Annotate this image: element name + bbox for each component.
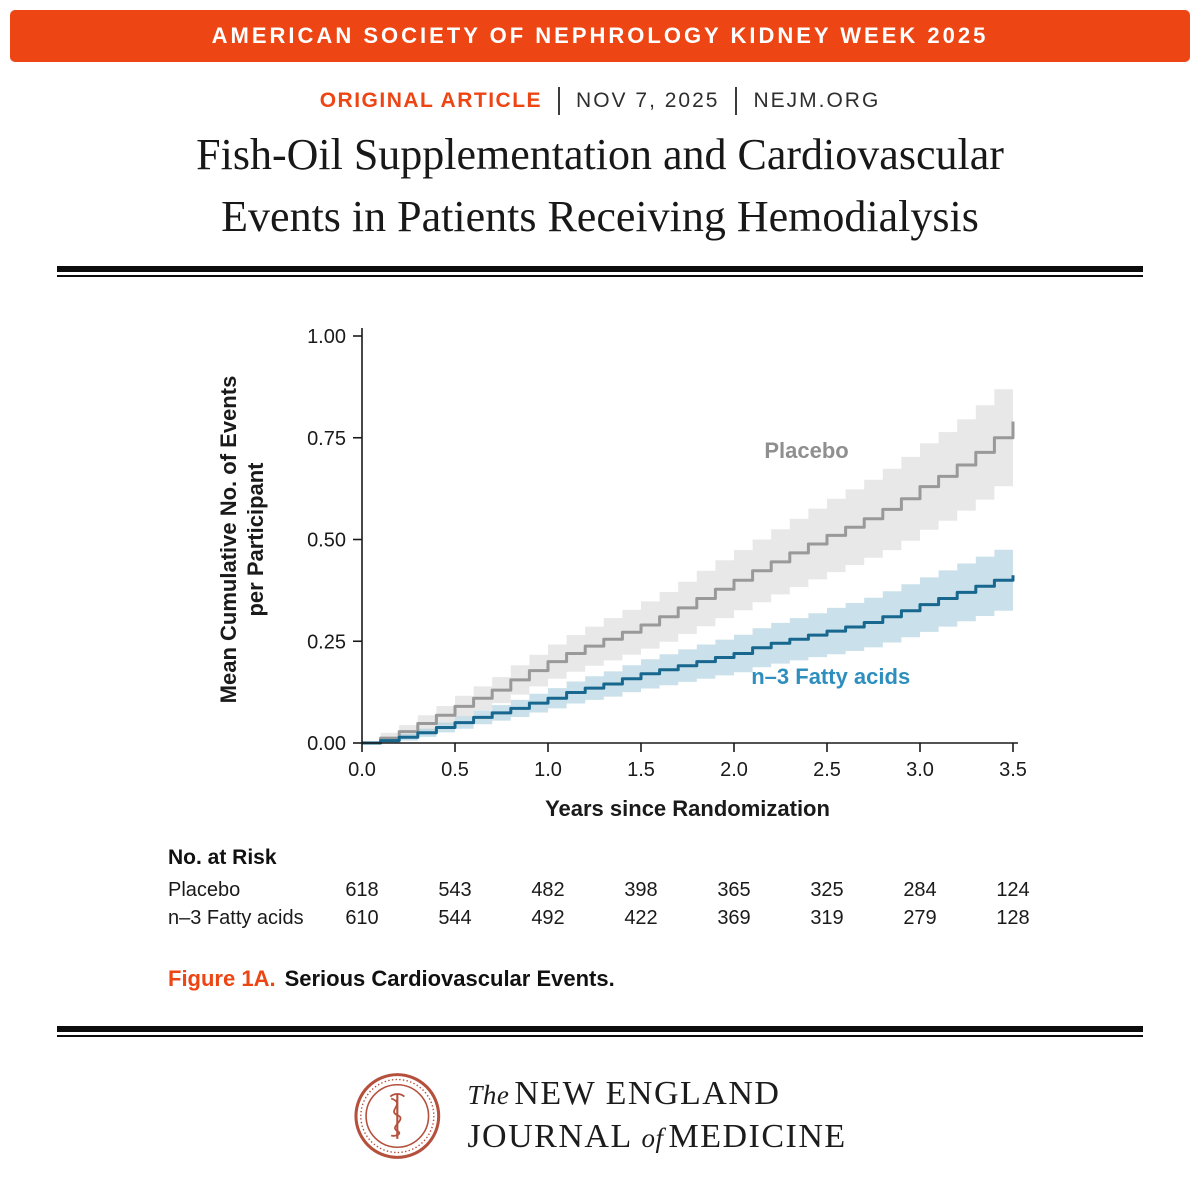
- divider-thin-line: [57, 1035, 1143, 1037]
- journal-name-of: of: [641, 1123, 664, 1153]
- risk-value: 544: [438, 907, 472, 929]
- journal-name-line2: [467, 1116, 846, 1159]
- divider-bottom: [57, 1026, 1143, 1037]
- x-tick-label: 0.5: [441, 759, 469, 781]
- no-at-risk-header: No. at Risk: [168, 846, 277, 869]
- figure-caption: [168, 966, 615, 992]
- journal-name-line1: [467, 1073, 846, 1116]
- article-meta: [0, 86, 1200, 116]
- journal-name: [467, 1073, 846, 1159]
- y-tick-label: 0.75: [307, 427, 346, 450]
- article-title: [0, 124, 1200, 248]
- risk-value: 319: [810, 907, 844, 929]
- article-type-label: ORIGINAL ARTICLE: [319, 89, 543, 112]
- x-tick-label: 1.5: [627, 759, 655, 781]
- divider-top: [57, 266, 1143, 277]
- figure-caption-text: Serious Cardiovascular Events.: [284, 966, 615, 991]
- risk-row-label-n-3-fatty-acids: n–3 Fatty acids: [168, 907, 304, 929]
- risk-value: 128: [996, 907, 1030, 929]
- cumulative-events-chart: [0, 300, 1200, 960]
- risk-value: 325: [810, 879, 844, 901]
- risk-value: 369: [717, 907, 751, 929]
- nejm-seal-icon: [353, 1072, 441, 1160]
- x-tick-label: 2.0: [720, 759, 748, 781]
- figure-caption-label: Figure 1A.: [168, 966, 276, 991]
- journal-logo: [353, 1072, 846, 1160]
- placebo-label: Placebo: [764, 438, 849, 464]
- site-name: NEJM.ORG: [753, 89, 881, 112]
- risk-value: 482: [531, 879, 565, 901]
- conference-banner-text: AMERICAN SOCIETY OF NEPHROLOGY KIDNEY WEEK 2025: [211, 23, 989, 48]
- risk-value: 543: [438, 879, 472, 901]
- article-title-line2: Events in Patients Receiving Hemodialysis: [221, 192, 979, 241]
- journal-name-the: The: [467, 1080, 510, 1110]
- journal-name-journal: JOURNAL: [467, 1118, 632, 1155]
- risk-value: 610: [345, 907, 379, 929]
- placebo-confidence-band: [362, 372, 1013, 743]
- y-tick-label: 0.25: [307, 631, 346, 654]
- risk-value: 365: [717, 879, 751, 901]
- article-title-line1: Fish-Oil Supplementation and Cardiovascular: [196, 130, 1004, 179]
- risk-value: 279: [903, 907, 937, 929]
- x-axis-title: Years since Randomization: [545, 796, 830, 821]
- risk-row-label-placebo: Placebo: [168, 879, 241, 901]
- x-tick-label: 2.5: [813, 759, 841, 781]
- n-3-fatty-acids-label: n–3 Fatty acids: [751, 663, 911, 689]
- risk-value: 618: [345, 879, 379, 901]
- y-tick-label: 1.00: [307, 326, 346, 348]
- article-date: NOV 7, 2025: [576, 89, 720, 112]
- divider-thick-line: [57, 1026, 1143, 1032]
- y-axis-title-line2: per Participant: [243, 462, 268, 617]
- separator-bar: [735, 87, 737, 115]
- conference-banner: [10, 10, 1190, 62]
- y-tick-label: 0.50: [307, 529, 346, 552]
- x-tick-label: 3.5: [999, 759, 1027, 781]
- y-tick-label: 0.00: [307, 733, 346, 755]
- divider-thick-line: [57, 266, 1143, 272]
- divider-thin-line: [57, 275, 1143, 277]
- x-tick-label: 0.0: [348, 759, 376, 781]
- separator-bar: [558, 87, 560, 115]
- risk-value: 284: [903, 879, 937, 901]
- risk-value: 492: [531, 907, 565, 929]
- x-tick-label: 3.0: [906, 759, 934, 781]
- risk-value: 398: [624, 879, 658, 901]
- risk-value: 422: [624, 907, 658, 929]
- journal-name-new-england: NEW ENGLAND: [514, 1075, 781, 1112]
- risk-value: 124: [996, 879, 1030, 901]
- x-tick-label: 1.0: [534, 759, 562, 781]
- y-axis-title-line1: Mean Cumulative No. of Events: [216, 375, 241, 704]
- journal-name-medicine: MEDICINE: [668, 1118, 847, 1155]
